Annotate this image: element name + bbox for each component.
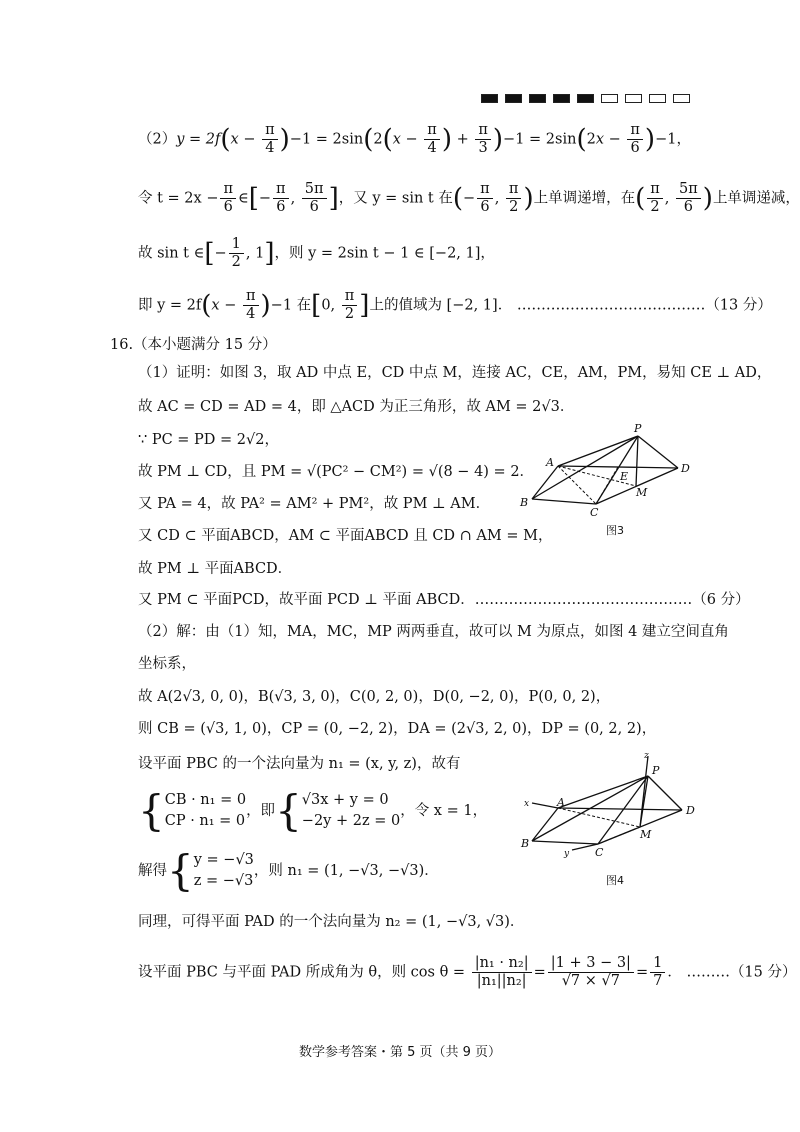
fig3-label-A: A <box>546 456 554 469</box>
fig3-caption: 图3 <box>606 524 624 537</box>
fig4-label-M: M <box>640 828 652 841</box>
q16-system: { CB · n₁ = 0 CP · n₁ = 0 ，即{ √3x + y = 0 −2y + 2z = 0 ，令 x = 1， <box>138 786 488 835</box>
fig4-axis-x: x <box>524 799 530 809</box>
progress-mark-filled <box>577 94 594 103</box>
fig4-caption: 图4 <box>606 874 624 887</box>
prev-part2-line4: 即 y = 2f(x − $\frac{\pi}{4}$ )−1 在[0, $\frac{\pi}{2}$ ]上的值域为 [−2, 1]． …………………………………（13 分） <box>138 288 772 322</box>
progress-mark-empty <box>673 94 690 103</box>
fig4-label-D: D <box>686 804 695 817</box>
fig4-axis-y: y <box>564 849 570 859</box>
figure-4 <box>520 748 705 868</box>
progress-mark-filled <box>505 94 522 103</box>
fig3-label-P: P <box>634 422 642 435</box>
q16-p2-line4: 则 CB = (√3, 1, 0)，CP = (0, −2, 2)，DA = (2√3, 2, 0)，DP = (0, 2, 2)， <box>138 721 657 737</box>
q16-p2-line1: （2）解：由（1）知，MA，MC，MP 两两垂直，故可以 M 为原点，如图 4 建立空间直角 <box>138 624 729 640</box>
fig3-label-B: B <box>520 496 529 509</box>
fig4-label-P: P <box>652 764 660 777</box>
prev-part2-line2: 令 t = 2x − $\frac{\pi}{6}$ ∈[− $\frac{\pi}{6}$ , $\frac{5\pi}{6}$ ]，又 y = sin t 在(− $\frac{\pi}{6}$ , $\frac{\pi}{2}$ )上单调递增，在( $\frac{\pi}{2}$ , $\frac{5\pi}{6}$ )上单调递减， <box>138 181 800 215</box>
q16-p1-line1: （1）证明：如图 3，取 AD 中点 E，CD 中点 M，连接 AC，CE，AM，PM，易知 CE ⊥ AD， <box>138 365 772 381</box>
q16-p1-line4: 故 PM ⊥ CD，且 PM = √(PC² − CM²) = √(8 − 4) = 2． <box>138 464 535 480</box>
q16-p1-line8: 又 PM ⊂ 平面PCD，故平面 PCD ⊥ 平面 ABCD．………………………………………（6 分） <box>138 592 750 608</box>
progress-mark-filled <box>529 94 546 103</box>
fig3-label-M: M <box>636 486 648 499</box>
progress-mark-filled <box>481 94 498 103</box>
q16-p2-line9: 设平面 PBC 与平面 PAD 所成角为 θ，则 cos θ = $\frac{\text{|n₁ · n₂|}}{\text{|n₁||n₂|}}$ = $\frac{|1 + 3 - 3|}{√7 \times √7}$ = $\frac{1}{7}$ ． ………（15 分） <box>138 955 797 989</box>
q16-p1-line2: 故 AC = CD = AD = 4，即 △ACD 为正三角形，故 AM = 2√3． <box>138 399 575 415</box>
fig3-label-C: C <box>590 506 599 519</box>
fig4-label-A: A <box>557 796 565 809</box>
q16-p2-line8: 同理，可得平面 PAD 的一个法向量为 n₂ = (1, −√3, √3)． <box>138 914 525 930</box>
q16-p1-line7: 故 PM ⊥ 平面ABCD． <box>138 561 293 577</box>
progress-mark-empty <box>625 94 642 103</box>
q16-p1-line3: ∵ PC = PD = 2√2， <box>138 432 279 448</box>
q16-p1-line6: 又 CD ⊂ 平面ABCD，AM ⊂ 平面ABCD 且 CD ∩ AM = M， <box>138 528 553 544</box>
fig4-axis-z: z <box>644 751 649 761</box>
q16-solution: 解得{ y = −√3 z = −√3 ，则 n₁ = (1, −√3, −√3)． <box>138 846 439 895</box>
q16-p2-line5: 设平面 PBC 的一个法向量为 n₁ = (x, y, z)，故有 <box>138 756 461 772</box>
fig4-label-B: B <box>521 837 530 850</box>
fig4-label-C: C <box>595 846 604 859</box>
prev-part2-line3: 故 sin t ∈[− $\frac{1}{2}$ , 1]，则 y = 2sin t − 1 ∈ [−2, 1]， <box>138 236 495 270</box>
page-footer: 数学参考答案・第 5 页（共 9 页） <box>298 1045 502 1060</box>
q16-p1-line5: 又 PA = 4，故 PA² = AM² + PM²，故 PM ⊥ AM． <box>138 496 491 512</box>
fig3-label-D: D <box>681 462 690 475</box>
q16-p2-line2: 坐标系， <box>138 656 196 672</box>
progress-mark-empty <box>601 94 618 103</box>
prev-part2-line1: （2）y = 2f(x − $\frac{\pi}{4}$ )−1 = 2sin(2(x − $\frac{\pi}{4}$ ) + $\frac{\pi}{3}$ )−1 = 2sin(2x − $\frac{\pi}{6}$ )−1， <box>138 122 691 156</box>
progress-marks <box>474 88 690 107</box>
figure-3 <box>510 420 700 535</box>
progress-mark-empty <box>649 94 666 103</box>
fig3-label-E: E <box>620 470 629 483</box>
q16-title: 16.（本小题满分 15 分） <box>110 337 277 353</box>
q16-p2-line3: 故 A(2√3, 0, 0)，B(√3, 3, 0)，C(0, 2, 0)，D(0, −2, 0)，P(0, 0, 2)， <box>138 689 611 705</box>
progress-mark-filled <box>553 94 570 103</box>
